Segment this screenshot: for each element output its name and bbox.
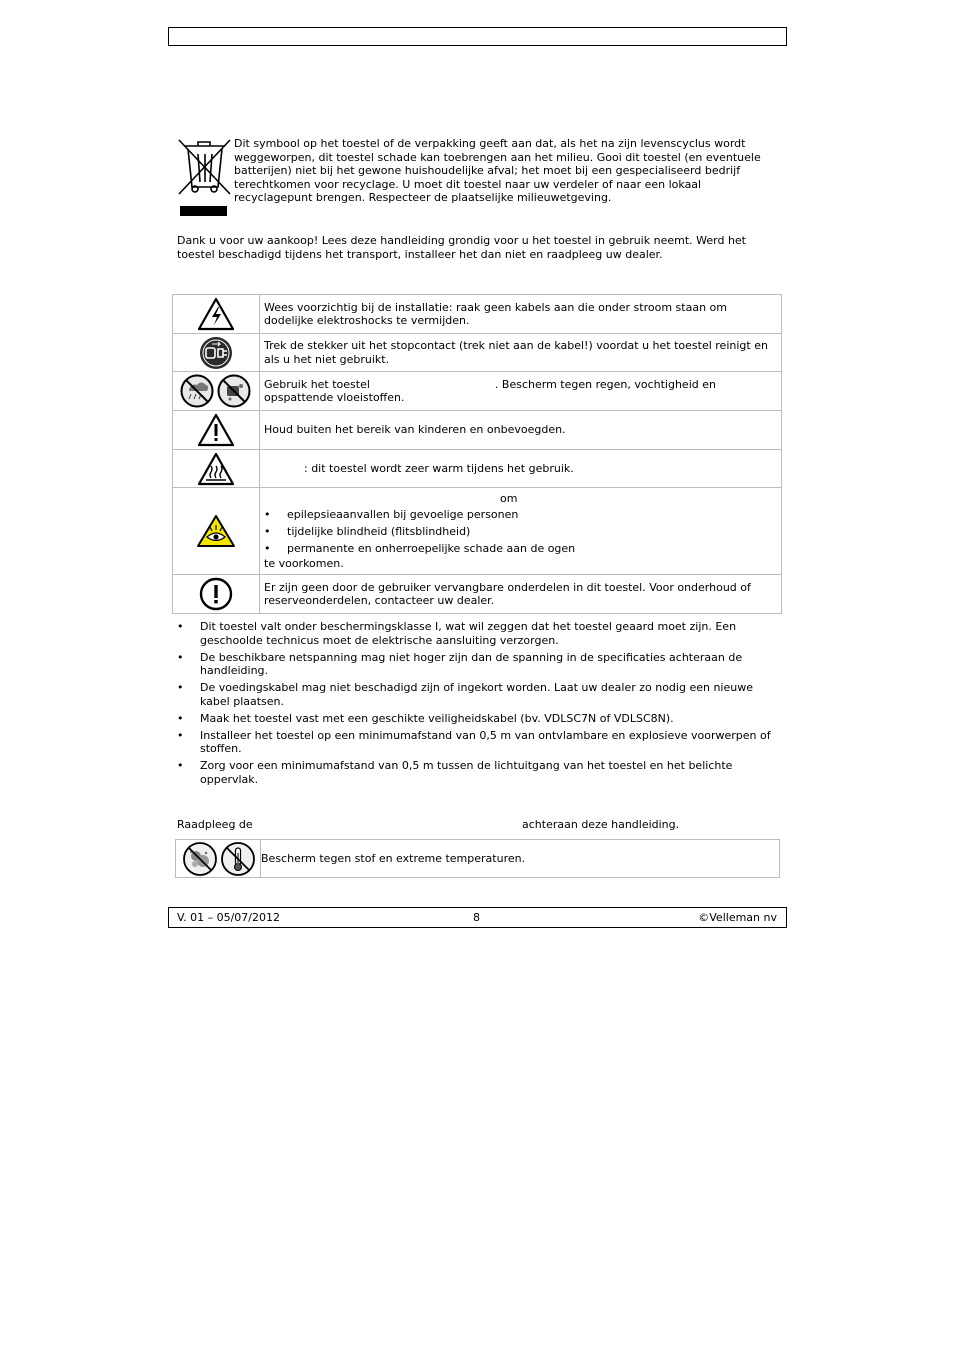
eye-hazard-icon [196, 514, 236, 548]
safety-row-text: Trek de stekker uit het stopcontact (trek niet aan de kabel!) voordat u het toestel reinigt en als u het niet gebruikt. [260, 334, 782, 372]
weee-notice-text: Dit symbool op het toestel of de verpakking geeft aan dat, als het na zijn levenscyclus wordt weggeworpen, dit toestel schade kan toebrengen aan het milieu. Gooi dit toestel (en eventuele batterijen) niet bij het gewone huishoudelijke afval; het moet bij een gespecialiseerd bedrijf terechtkomen voor recyclage. U moet dit toestel naar uw verdeler of naar een lokaal recyclagepunt brengen. Respecteer de plaatselijke milieuwetgeving. [234, 137, 761, 204]
list-item: • Installeer het toestel op een minimumafstand van 0,5 m van ontvlambare en explosieve voorwerpen of stoffen. [177, 729, 777, 756]
operation-row-text: Bescherm tegen stof en extreme temperaturen. [261, 840, 780, 878]
safety-row [173, 372, 782, 411]
operation-row [176, 840, 780, 878]
safety-row-text-b: . Bescherm tegen regen, vochtigheid en opspattende vloeistoffen. [264, 377, 716, 404]
safety-row-text-om: om [500, 491, 518, 505]
safety-row [173, 411, 782, 450]
safety-row-text-a: Gebruik het toestel [264, 377, 370, 391]
safety-row-text-end: te voorkomen. [264, 557, 344, 570]
intro-paragraph: Dank u voor uw aankoop! Lees deze handleiding grondig voor u het toestel in gebruik neemt. Werd het toestel beschadigd tijdens het transport, installeer het dan niet en raadpleeg uw dealer. [177, 234, 746, 261]
header-box [168, 27, 787, 46]
list-item: • tijdelijke blindheid (flitsblindheid) [264, 525, 777, 539]
list-item: • permanente en onherroepelijke schade aan de ogen [264, 542, 777, 556]
safety-row-text: Er zijn geen door de gebruiker vervangbare onderdelen in dit toestel. Voor onderhoud of reserveonderdelen, contacteer uw dealer. [260, 575, 782, 614]
no-dust-no-extreme-temperature-icon [178, 841, 258, 877]
safety-row-text: Wees voorzichtig bij de installatie: raak geen kabels aan die onder stroom staan om dodelijke elektroshocks te vermijden. [260, 295, 782, 334]
list-item: • Dit toestel valt onder beschermingsklasse I, wat wil zeggen dat het toestel geaard moet zijn. Een geschoolde technicus moet de elektrische aansluiting verzorgen. [177, 620, 777, 647]
page-footer [168, 907, 787, 928]
list-item: • Zorg voor een minimumafstand van 0,5 m tussen de lichtuitgang van het toestel en het belichte oppervlak. [177, 759, 777, 786]
footer-copyright: ©Velleman nv [698, 911, 777, 924]
safety-row [173, 575, 782, 614]
footer-page-number: 8 [473, 911, 480, 924]
eye-hazard-list [264, 508, 777, 556]
safety-row-text: : dit toestel wordt zeer warm tijdens het gebruik. [304, 461, 574, 475]
safety-instructions-table [172, 294, 782, 614]
operation-table [175, 839, 780, 878]
list-item: • De beschikbare netspanning mag niet hoger zijn dan de spanning in de specificaties achteraan de handleiding. [177, 651, 777, 678]
general-warning-icon [197, 413, 235, 447]
unplug-icon [199, 336, 233, 370]
list-item: • epilepsieaanvallen bij gevoelige personen [264, 508, 777, 522]
safety-row-text: Houd buiten het bereik van kinderen en onbevoegden. [260, 411, 782, 450]
crossed-out-wheelie-bin-icon [176, 136, 232, 218]
no-rain-no-splash-icon [180, 374, 252, 408]
general-guidelines-list [177, 620, 777, 790]
safety-row [173, 488, 782, 575]
reference-text-a: Raadpleeg de [177, 818, 253, 831]
high-voltage-warning-icon [197, 297, 235, 331]
safety-row [173, 334, 782, 372]
reference-text-b: achteraan deze handleiding. [522, 818, 680, 831]
hot-surface-icon [197, 452, 235, 486]
exclamation-circle-icon [199, 577, 233, 611]
specifications-reference [177, 818, 777, 832]
safety-row [173, 450, 782, 488]
list-item: • De voedingskabel mag niet beschadigd zijn of ingekort worden. Laat uw dealer zo nodig een nieuwe kabel plaatsen. [177, 681, 777, 708]
footer-version: V. 01 – 05/07/2012 [177, 911, 280, 924]
list-item: • Maak het toestel vast met een geschikte veiligheidskabel (bv. VDLSC7N of VDLSC8N). [177, 712, 777, 726]
safety-row [173, 295, 782, 334]
